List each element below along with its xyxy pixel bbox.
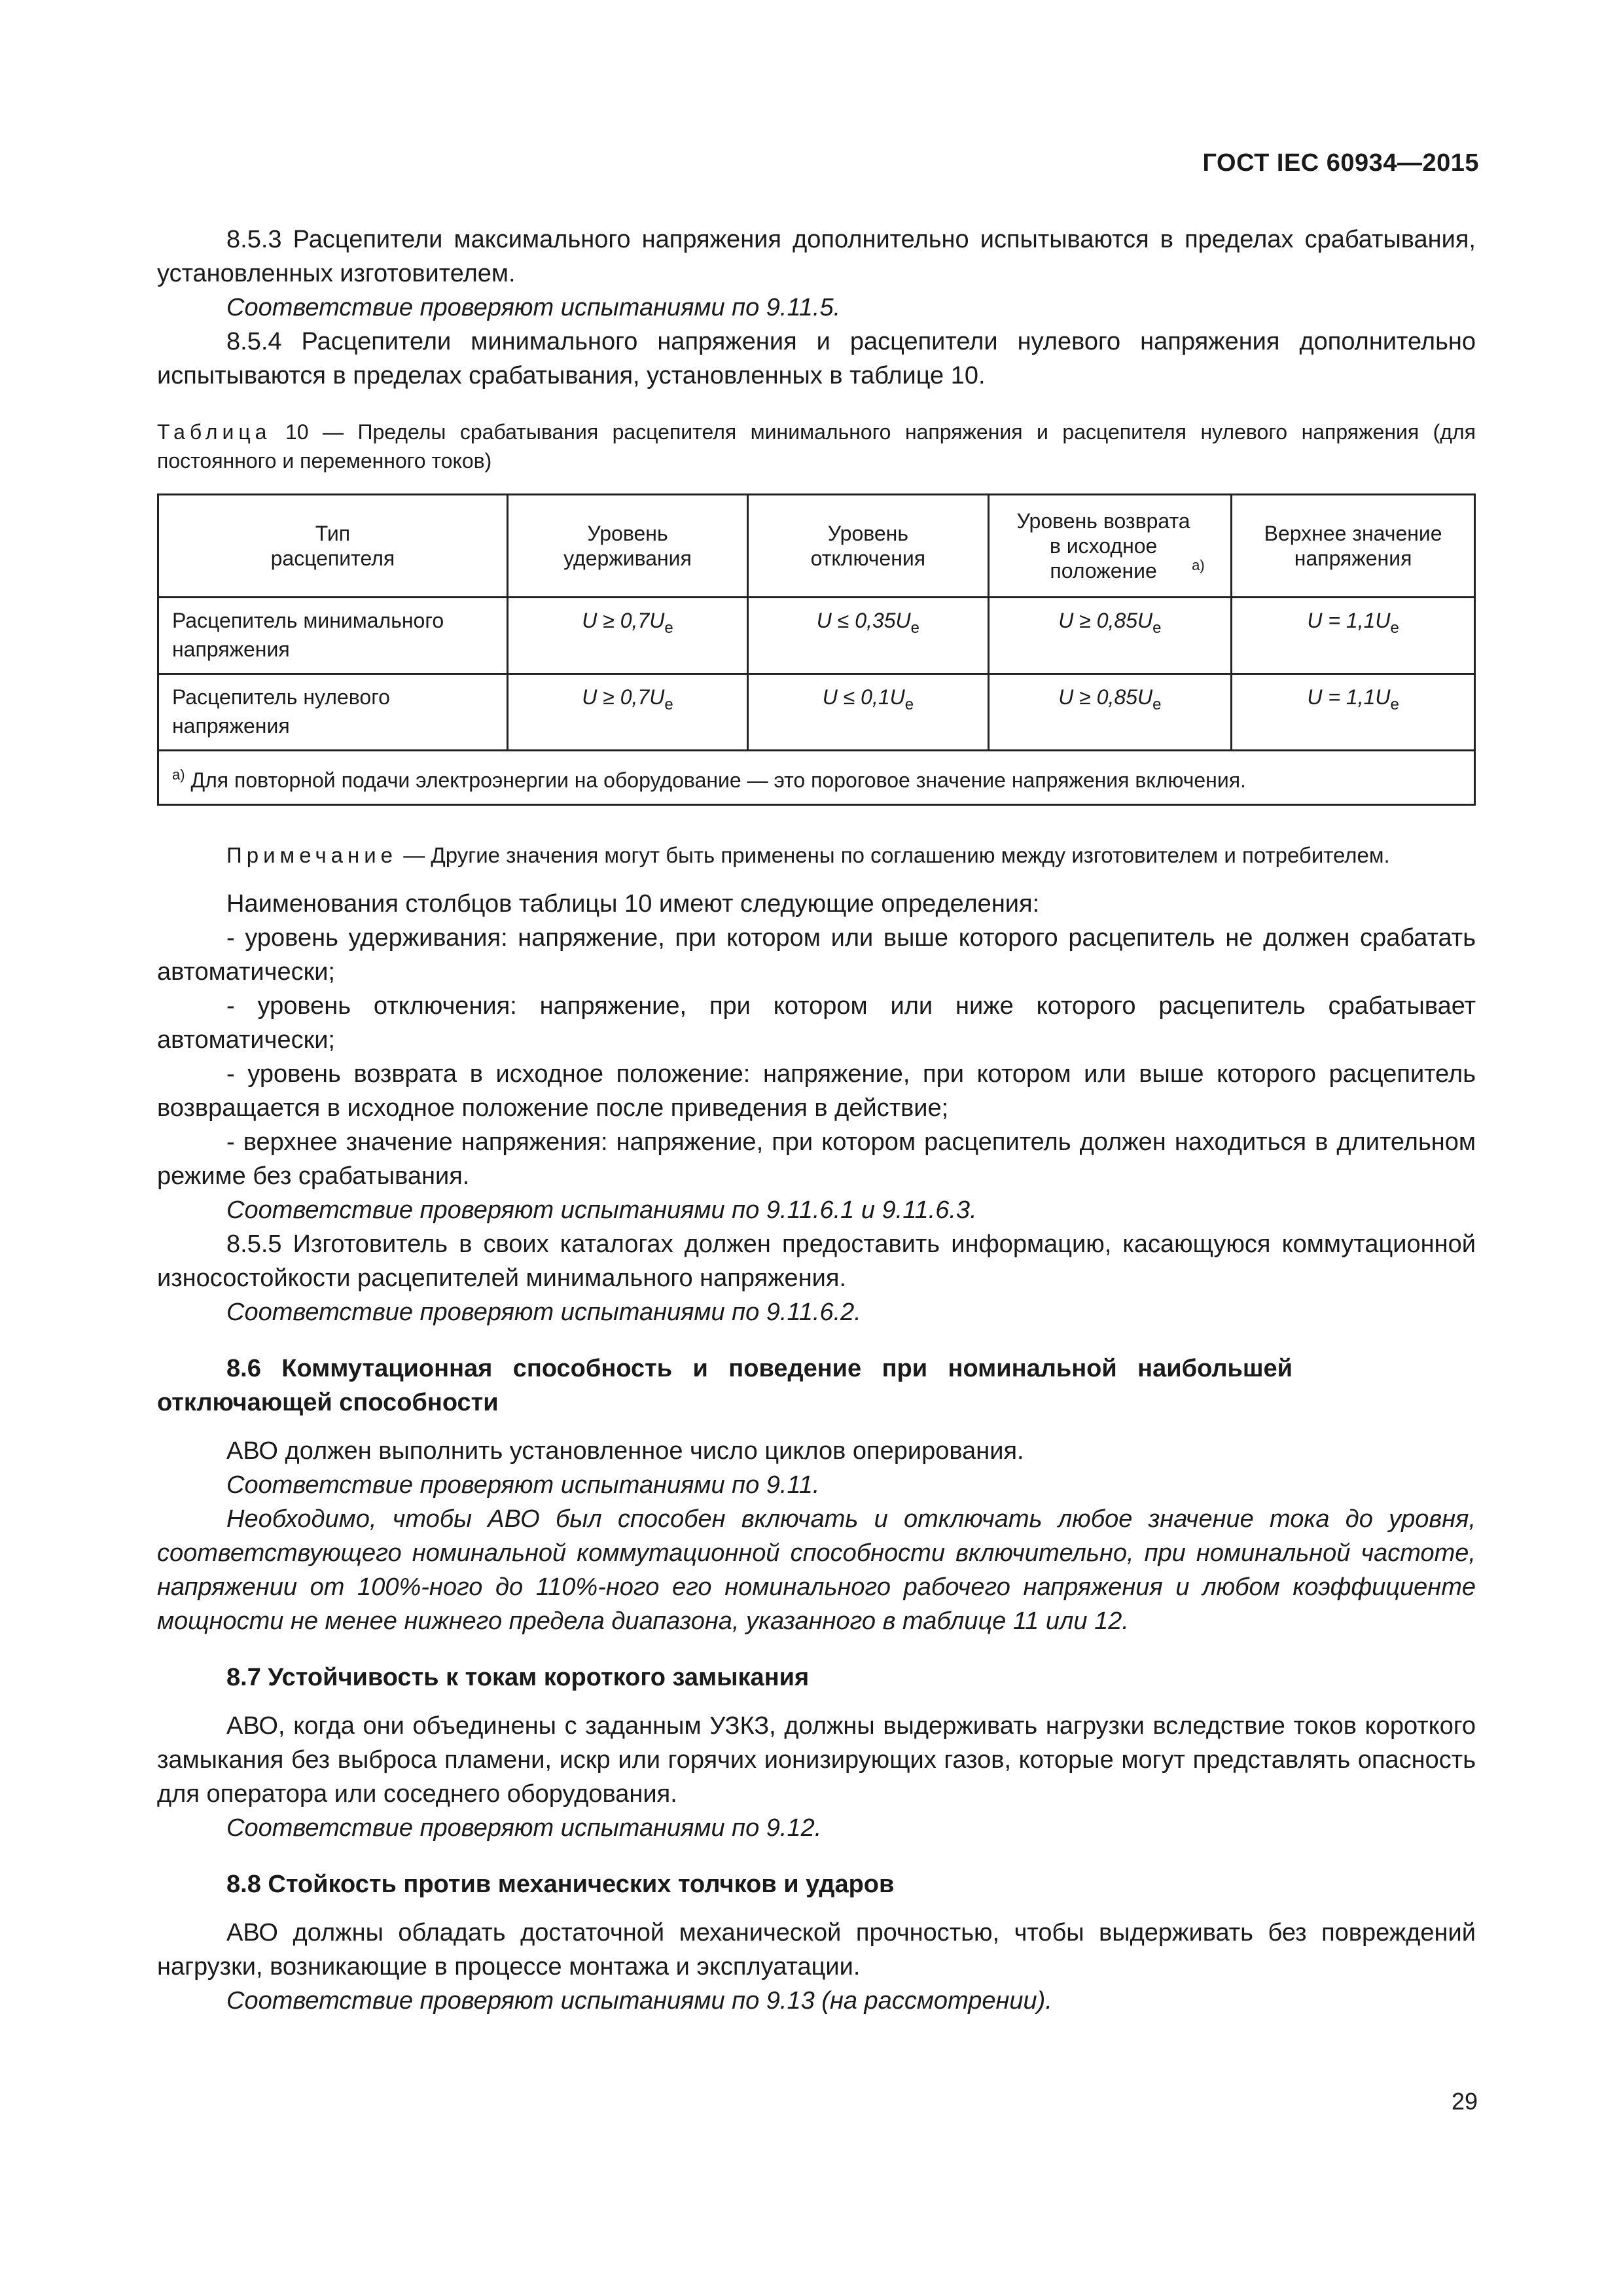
col-header-type: Тип расцепителя [158, 495, 508, 598]
cell-upper: $U = 1,1U_e$ [1232, 598, 1475, 674]
page-number: 29 [1451, 2088, 1478, 2115]
note-label: Примечание [226, 843, 398, 867]
note-text: — Другие значения могут быть применены по соглашению между изготовителем и потребителем. [403, 843, 1390, 867]
compliance-8-6: Соответствие проверяют испытаниями по 9.11. [226, 1471, 820, 1499]
table-note [157, 841, 1476, 870]
col-header-trip: Уровень отключения [748, 495, 988, 598]
definition-item: - уровень удерживания: напряжение, при котором или выше которого расцепитель не должен срабатать автоматически; [157, 924, 1476, 986]
heading-8-8: 8.8 Стойкость против механических толчков и ударов [226, 1871, 895, 1898]
page-body [157, 223, 1476, 2018]
cell-hold: $U \ge 0,7U_e$ [507, 598, 747, 674]
italic-8-6: Необходимо, чтобы АВО был способен включать и отключать любое значение тока до уровня, соответствующего номинальной коммутационной способности включительно, при номинальной частоте, напряжении от 100%-ного до 110%-ного его номинального рабочего напряжения и любом коэффициенте мощности не менее нижнего предела диапазона, указанного в таблице 11 или 12. [157, 1505, 1476, 1635]
table-caption-label: Таблица [157, 420, 272, 444]
compliance-8-7: Соответствие проверяют испытаниями по 9.12. [226, 1814, 822, 1842]
table-row [158, 598, 1475, 674]
paragraph-8-5-4: 8.5.4 Расцепители минимального напряжения и расцепители нулевого напряжения дополнительно испытываются в пределах срабатывания, установленных в таблице 10. [157, 328, 1476, 389]
cell-hold: $U \ge 0,7U_e$ [507, 674, 747, 751]
col-header-reset: Уровень возврата в исходное положение $^{а)}$ [988, 495, 1232, 598]
compliance-8-5-3: Соответствие проверяют испытаниями по 9.11.5. [226, 294, 841, 321]
definitions-intro: Наименования столбцов таблицы 10 имеют следующие определения: [226, 890, 1040, 918]
compliance-8-5-5: Соответствие проверяют испытаниями по 9.11.6.2. [226, 1299, 861, 1326]
paragraph-8-5-3: 8.5.3 Расцепители максимального напряжения дополнительно испытываются в пределах срабатывания, установленных изготовителем. [157, 226, 1476, 287]
definition-item: - верхнее значение напряжения: напряжение, при котором расцепитель должен находиться в длительном режиме без срабатывания. [157, 1128, 1476, 1190]
compliance-definitions: Соответствие проверяют испытаниями по 9.11.6.1 и 9.11.6.3. [226, 1196, 977, 1224]
text-8-6: АВО должен выполнить установленное число циклов оперирования. [226, 1437, 1024, 1465]
table-footnote-row [158, 751, 1475, 805]
paragraph-8-5-5: 8.5.5 Изготовитель в своих каталогах должен предоставить информацию, касающуюся коммутационной износостойкости расцепителей минимального напряжения. [157, 1230, 1476, 1292]
text-8-7: АВО, когда они объединены с заданным УЗКЗ, должны выдерживать нагрузки вследствие токов короткого замыкания без выброса пламени, искр или горячих ионизирующих газов, которые могут представлять опасность для оператора или соседнего оборудования. [157, 1712, 1476, 1808]
heading-8-7: 8.7 Устойчивость к токам короткого замыкания [226, 1664, 810, 1691]
col-header-hold: Уровень удерживания [507, 495, 747, 598]
cell-trip: $U \le 0,35U_e$ [748, 598, 988, 674]
cell-type: Расцепитель нулевого напряжения [158, 674, 508, 751]
text-8-8: АВО должны обладать достаточной механической прочностью, чтобы выдерживать без повреждений нагрузки, возникающие в процессе монтажа и эксплуатации. [157, 1919, 1476, 1981]
cell-type: Расцепитель минимального напряжения [158, 598, 508, 674]
cell-reset: $U \ge 0,85U_e$ [988, 598, 1232, 674]
table-footnote: $^{а)}$ Для повторной подачи электроэнергии на оборудование — это пороговое значение напряжения включения. [158, 751, 1475, 805]
definition-item: - уровень отключения: напряжение, при котором или ниже которого расцепитель срабатывает автоматически; [157, 992, 1476, 1054]
compliance-8-8: Соответствие проверяют испытаниями по 9.13 (на рассмотрении). [226, 1987, 1052, 2015]
table-caption [157, 418, 1476, 475]
standard-header: ГОСТ IEC 60934—2015 [1202, 149, 1479, 177]
table-row [158, 674, 1475, 751]
cell-reset: $U \ge 0,85U_e$ [988, 674, 1232, 751]
table-header-row [158, 495, 1475, 598]
cell-trip: $U \le 0,1U_e$ [748, 674, 988, 751]
heading-8-6: 8.6 Коммутационная способность и поведение при номинальной наибольшей отключающей способности [157, 1355, 1293, 1416]
table-10 [157, 493, 1476, 806]
header-note-mark: а) [1192, 557, 1205, 573]
cell-upper: $U = 1,1U_e$ [1232, 674, 1475, 751]
col-header-upper: Верхнее значение напряжения [1232, 495, 1475, 598]
table-caption-text: 10 — Пределы срабатывания расцепителя минимального напряжения и расцепителя нулевого напряжения (для постоянного и переменного токов) [157, 420, 1476, 473]
definition-item: - уровень возврата в исходное положение: напряжение, при котором или выше которого расцепитель возвращается в исходное положение после приведения в действие; [157, 1060, 1476, 1122]
